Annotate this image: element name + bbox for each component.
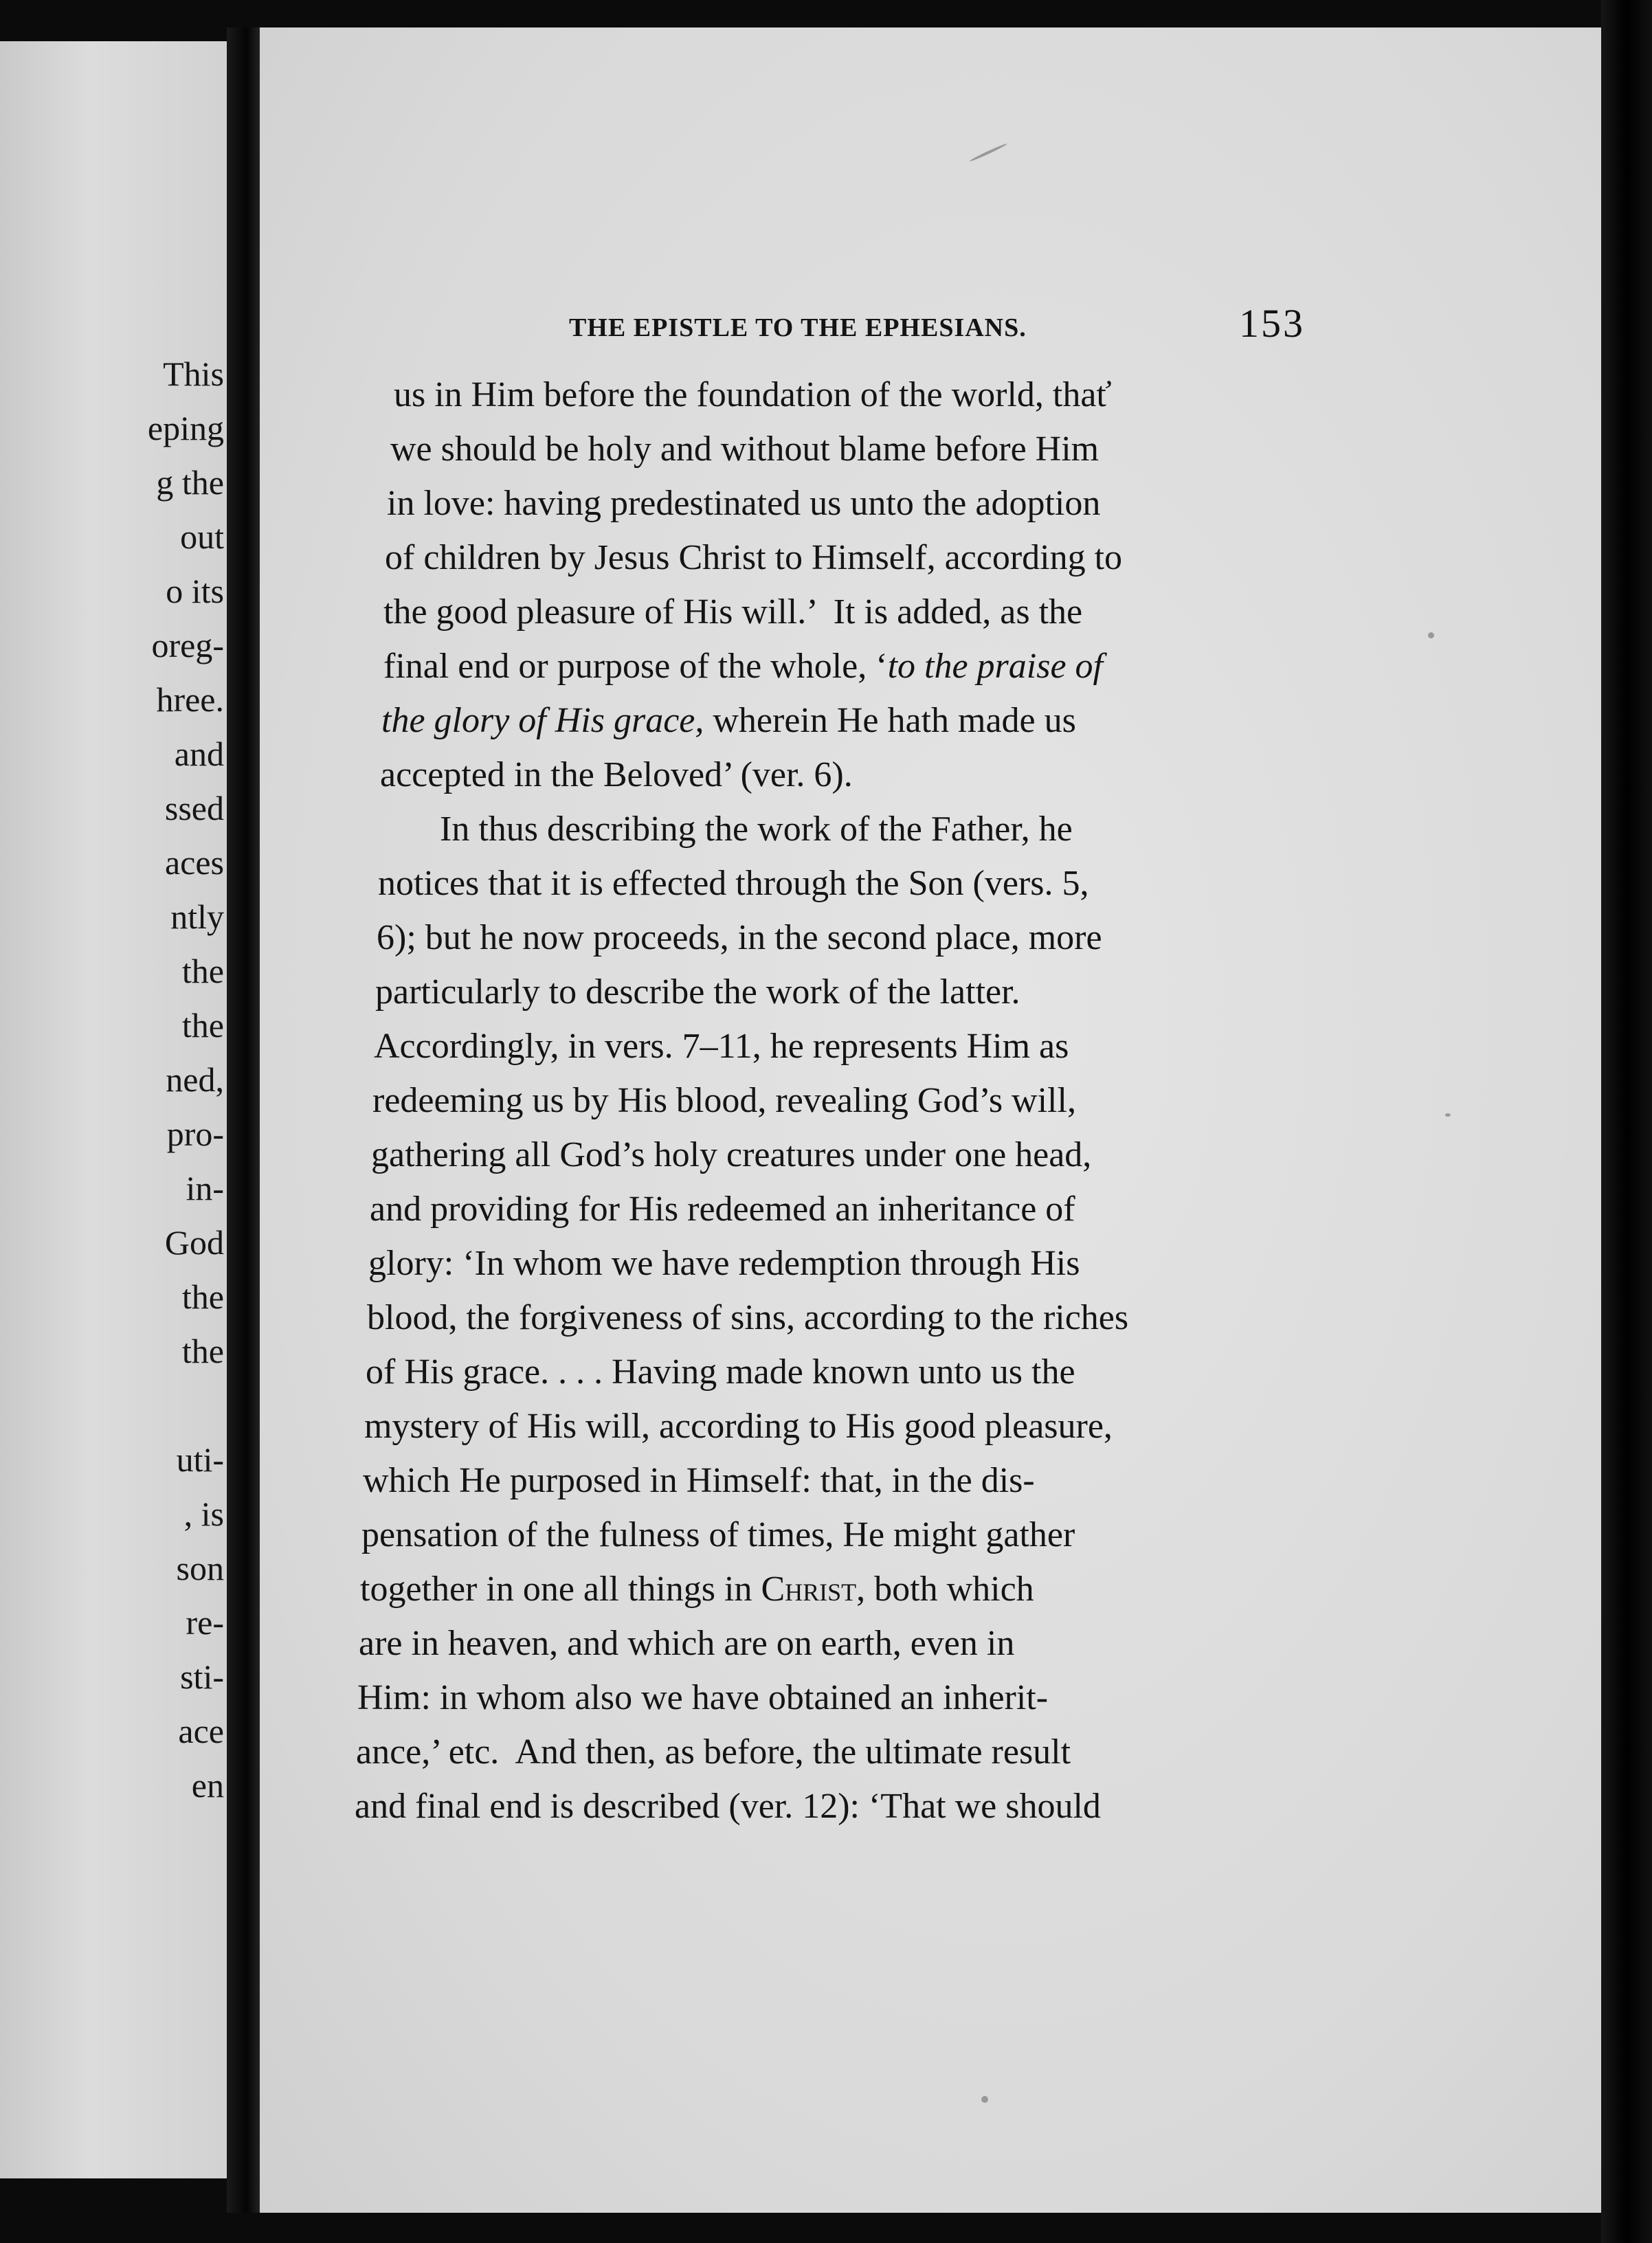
text-line: accepted in the Beloved’ (ver. 6).: [380, 755, 853, 794]
previous-page-line: God: [164, 1223, 224, 1262]
previous-page-line: g the: [156, 463, 224, 502]
book-page: [260, 27, 1601, 2213]
previous-page-line: [0, 1379, 224, 1433]
text-line: of His grace. . . . Having made known unto us the: [366, 1352, 1075, 1392]
text-line: redeeming us by His blood, revealing God’s will,: [372, 1081, 1076, 1120]
previous-page-line: out: [180, 517, 224, 556]
text-line: In thus describing the work of the Father, he: [440, 810, 1073, 849]
text-line: ance,’ etc. And then, as before, the ultimate result: [356, 1732, 1071, 1772]
text-line: in love: having predestinated us unto the adoption: [387, 484, 1101, 523]
previous-page-line: in-: [186, 1169, 224, 1207]
text-line: of children by Jesus Christ to Himself, according to: [385, 538, 1123, 577]
previous-page-fragment: [0, 41, 227, 2178]
previous-page-line: This: [163, 355, 224, 393]
previous-page-line: ace: [178, 1712, 224, 1750]
text-line: us in Him before the foundation of the world, thať: [394, 375, 1112, 414]
text-line: we should be holy and without blame before Him: [390, 429, 1100, 469]
previous-page-line: ssed: [164, 789, 224, 827]
text-line: pensation of the fulness of times, He might gather: [361, 1515, 1075, 1554]
previous-page-line: son: [176, 1549, 224, 1587]
previous-page-line: the: [181, 952, 224, 990]
book-gutter: [227, 27, 260, 2213]
text-line: notices that it is effected through the Son (vers. 5,: [378, 864, 1089, 903]
text-line: glory: ‘In whom we have redemption through His: [368, 1244, 1080, 1283]
previous-page-line: sti-: [180, 1658, 224, 1696]
scan-speck: [1445, 1113, 1451, 1117]
previous-page-line: the: [181, 1006, 224, 1045]
text-line: blood, the forgiveness of sins, according to the riches: [367, 1298, 1129, 1337]
page-number: 153: [1239, 301, 1305, 346]
previous-page-line: uti-: [176, 1440, 224, 1479]
text-line: mystery of His will, according to His good pleasure,: [364, 1407, 1113, 1446]
previous-page-line: oreg-: [151, 626, 224, 665]
scan-speck: [1428, 632, 1434, 638]
previous-page-line: o its: [166, 572, 224, 610]
previous-page-line: aces: [164, 843, 224, 882]
previous-page-line: the: [181, 1332, 224, 1370]
previous-page-line: ned,: [166, 1060, 224, 1099]
text-line: together in one all things in Christ, both which: [360, 1570, 1034, 1609]
text-line: 6); but he now proceeds, in the second place, more: [377, 918, 1102, 957]
previous-page-line: ntly: [170, 897, 224, 936]
text-line: gathering all God’s holy creatures under one head,: [371, 1135, 1092, 1174]
previous-page-line: en: [191, 1766, 224, 1805]
text-line: are in heaven, and which are on earth, even in: [359, 1624, 1015, 1663]
text-line: final end or purpose of the whole, ‘to the praise of: [383, 647, 1103, 686]
text-line: the glory of His grace, wherein He hath made us: [381, 701, 1076, 740]
running-title: THE EPISTLE TO THE EPHESIANS.: [569, 313, 1027, 342]
scan-speck: [981, 2096, 988, 2103]
previous-page-line: the: [181, 1277, 224, 1316]
previous-page-line: re-: [186, 1603, 224, 1642]
body-text: [260, 27, 1601, 2213]
previous-page-line: hree.: [156, 680, 224, 719]
text-line: the good pleasure of His will.’ It is added, as the: [383, 592, 1083, 632]
text-line: which He purposed in Himself: that, in the dis-: [363, 1461, 1035, 1500]
text-line: and providing for His redeemed an inheritance of: [370, 1190, 1075, 1229]
text-line: Him: in whom also we have obtained an inherit-: [357, 1678, 1049, 1717]
text-line: and final end is described (ver. 12): ‘That we should: [355, 1787, 1101, 1826]
text-line: Accordingly, in vers. 7–11, he represents Him as: [374, 1027, 1069, 1066]
previous-page-line: pro-: [166, 1115, 224, 1153]
text-line: particularly to describe the work of the latter.: [375, 972, 1020, 1012]
previous-page-lines: [0, 347, 224, 1813]
scanner-edge: [1601, 0, 1652, 2243]
previous-page-line: , is: [183, 1495, 224, 1533]
previous-page-line: eping: [147, 409, 224, 447]
previous-page-line: and: [174, 735, 224, 773]
